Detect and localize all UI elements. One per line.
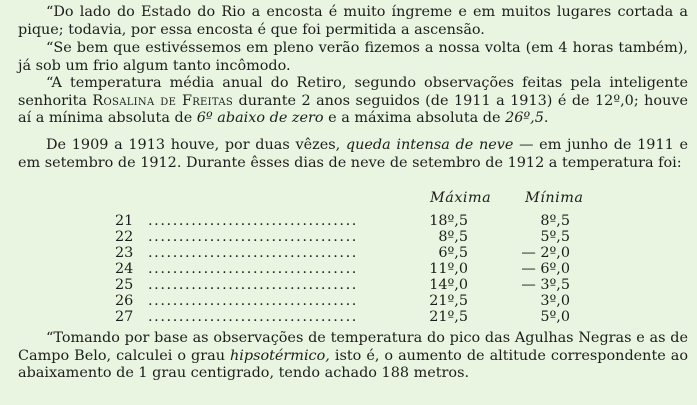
table-row: [0, 309, 697, 325]
max-temp-cell: 21º,5: [429, 293, 468, 309]
italic-min-absoluta: 6º abaixo de zero: [196, 110, 324, 127]
text-segment: De 1909 a 1913 houve, por duas vêzes,: [46, 137, 346, 153]
leader-dots: ..................................: [148, 213, 358, 229]
text-segment: .: [543, 110, 549, 127]
paragraph-encosta: “Do lado do Estado do Rio a encosta é muito íngreme e em muitos lugares cortada a pique; todavia, por essa encosta é que foi permitida a ascensão.: [18, 4, 688, 38]
max-temp-cell: 8º,5: [438, 229, 468, 245]
day-cell: 27: [115, 309, 134, 325]
text-segment: e a máxima absoluta de: [323, 110, 506, 127]
paragraph-volta: “Se bem que estivéssemos em pleno verão fizemos a nossa volta (em 4 horas também), já sob um frio algum tanto incômodo.: [18, 40, 688, 74]
table-row: [0, 213, 697, 229]
paragraph-temperatura-retiro: [18, 75, 688, 128]
min-temp-cell: — 6º,0: [521, 261, 570, 277]
day-cell: 22: [115, 229, 134, 245]
day-cell: 24: [115, 261, 134, 277]
paragraph-hipsotermico: [18, 330, 688, 383]
paragraph-neve: [18, 137, 688, 172]
italic-hipsotermico: hipsotérmico,: [230, 347, 330, 364]
max-temp-cell: 14º,0: [429, 277, 468, 293]
text-segment: “Tomando por base as observações de temperatura do pico das Agulhas Negras e as de Campo Belo, calculei o grau: [18, 330, 688, 364]
day-cell: 21: [115, 213, 134, 229]
person-name: Rosalina de Freitas: [92, 92, 234, 109]
leader-dots: ..................................: [148, 309, 358, 325]
text-segment: isto é, o aumento de altitude correspondente ao abaixamento de 1 grau centigrado, tendo achado 188 metros.: [18, 347, 689, 382]
day-cell: 25: [115, 277, 134, 293]
header-minima: Mínima: [525, 190, 584, 206]
table-row: [0, 229, 697, 245]
leader-dots: ..................................: [148, 293, 358, 309]
max-temp-cell: 11º,0: [429, 261, 468, 277]
leader-dots: ..................................: [148, 229, 358, 245]
day-cell: 26: [115, 293, 134, 309]
text-segment: durante 2 anos seguidos (de 1911 a 1913) é de 12º,0; houve aí a mínima absoluta de: [18, 92, 688, 127]
header-maxima: Máxima: [430, 190, 492, 206]
table-row: [0, 277, 697, 293]
day-cell: 23: [115, 245, 134, 261]
min-temp-cell: — 2º,0: [521, 245, 570, 261]
text-segment: “A temperatura média anual do Retiro, segundo observações feitas pela inteligente senhorita: [18, 75, 688, 109]
max-temp-cell: 21º,5: [429, 309, 468, 325]
leader-dots: ..................................: [148, 277, 358, 293]
text-segment: — em junho de 1911 e em setembro de 1912. Durante êsses dias de neve de setembro de 1912 a temperatura foi:: [18, 137, 688, 171]
table-row: [0, 261, 697, 277]
leader-dots: ..................................: [148, 245, 358, 261]
max-temp-cell: 18º,5: [429, 213, 468, 229]
leader-dots: ..................................: [148, 261, 358, 277]
table-row: [0, 293, 697, 309]
min-temp-cell: — 3º,5: [521, 277, 570, 293]
italic-max-absoluta: 26º,5: [505, 110, 544, 127]
min-temp-cell: 8º,5: [540, 213, 570, 229]
min-temp-cell: 5º,0: [540, 309, 570, 325]
italic-queda-neve: queda intensa de neve: [345, 137, 514, 153]
min-temp-cell: 5º,5: [540, 229, 570, 245]
max-temp-cell: 6º,5: [438, 245, 468, 261]
min-temp-cell: 3º,0: [540, 293, 570, 309]
table-row: [0, 245, 697, 261]
